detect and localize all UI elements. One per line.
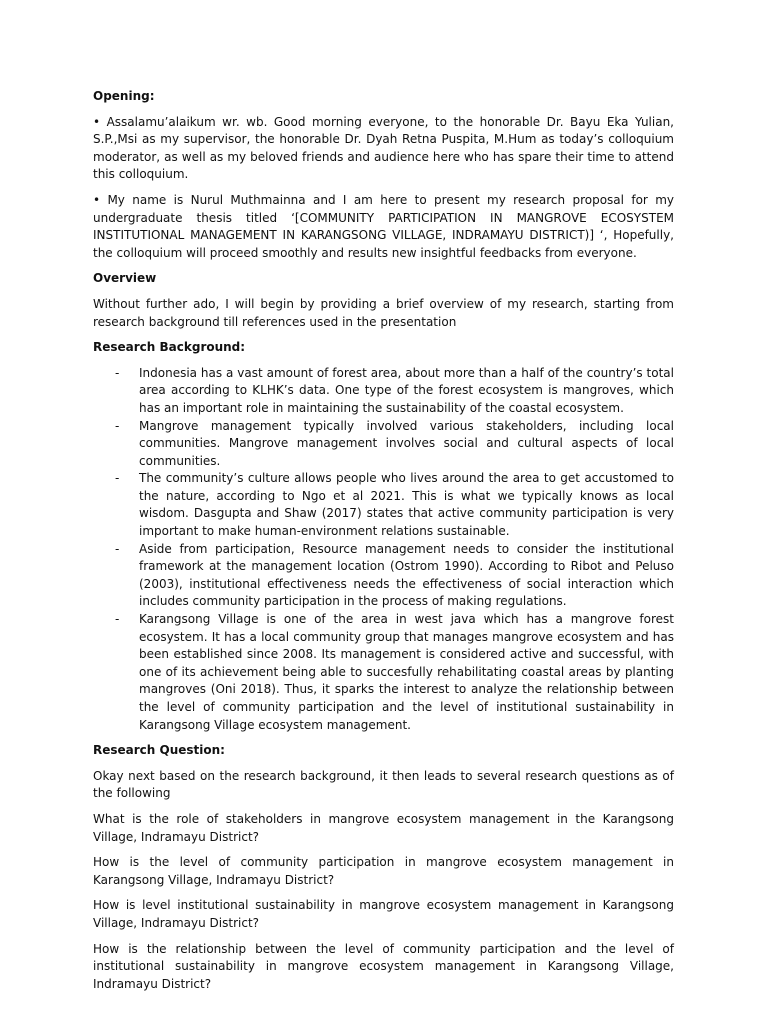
list-item-text: Mangrove management typically involved various stakeholders, including local communities. Mangrove management involves social and cultural aspects of local communities.	[139, 418, 674, 468]
list-item	[93, 365, 674, 418]
list-item-text: Indonesia has a vast amount of forest area, about more than a half of the country’s total area according to KLHK’s data. One type of the forest ecosystem is mangroves, which has an important role in maintaining the sustainability of the coastal ecosystem.	[139, 365, 674, 415]
dash-bullet: -	[115, 418, 120, 433]
list-item	[93, 418, 674, 471]
document-page	[93, 88, 674, 1001]
dash-bullet: -	[115, 541, 120, 556]
opening-introduction-paragraph: • My name is Nurul Muthmainna and I am here to present my research proposal for my undergraduate thesis titled ‘[COMMUNITY PARTICIPATION IN MANGROVE ECOSYSTEM INSTITUTIONAL MANAGEMENT IN KARANGSONG VILLAGE, INDRAMAYU DISTRICT)] ‘, Hopefully, the colloquium will proceed smoothly and results new insightful feedbacks from everyone.	[93, 192, 674, 260]
list-item	[93, 541, 674, 611]
research-background-list	[93, 365, 674, 734]
list-item-text: The community’s culture allows people who lives around the area to get accustomed to the nature, according to Ngo et al 2021. This is what we typically knows as local wisdom. Dasgupta and Shaw (2017) states that active community participation is very important to make human-environment relations sustainable.	[139, 471, 674, 539]
dash-bullet: -	[115, 365, 120, 380]
research-question-2: How is the level of community participation in mangrove ecosystem management in Karangsong Village, Indramayu District?	[93, 855, 674, 887]
list-item	[93, 470, 674, 540]
overview-paragraph: Without further ado, I will begin by providing a brief overview of my research, starting from research background till references used in the presentation	[93, 296, 674, 329]
list-item-text: Aside from participation, Resource management needs to consider the institutional framework at the management location (Ostrom 1990). According to Ribot and Peluso (2003), institutional effectiveness needs the effectiveness of social interaction which includes community participation in the process of making regulations.	[139, 541, 674, 609]
dash-bullet: -	[115, 612, 120, 627]
list-item-text: Karangsong Village is one of the area in west java which has a mangrove forest ecosystem. It has a local community group that manages mangrove ecosystem and has been established since 2008. Its management is considered active and successful, with one of its achievement being able to succesfully rehabilitating coastal areas by planting mangroves (Oni 2018). Thus, it sparks the interest to analyze the relationship between the level of community participation and the level of institutional sustainability in Karangsong Village ecosystem management.	[139, 612, 674, 732]
opening-heading: Opening:	[93, 89, 155, 103]
research-question-heading: Research Question:	[93, 743, 225, 758]
list-item	[93, 611, 674, 734]
opening-greeting-paragraph: • Assalamu’alaikum wr. wb. Good morning everyone, to the honorable Dr. Bayu Eka Yulian, S.P.,Msi as my supervisor, the honorable Dr. Dyah Retna Puspita, M.Hum as today’s colloquium moderator, as well as my beloved friends and audience here who has spare their time to attend this colloquium.	[93, 114, 674, 182]
research-question-4: How is the relationship between the level of community participation and the level of institutional sustainability in mangrove ecosystem management in Karangsong Village, Indramayu District?	[93, 941, 674, 991]
research-question-intro: Okay next based on the research background, it then leads to several research questions as of the following	[93, 768, 674, 801]
research-question-1: What is the role of stakeholders in mangrove ecosystem management in the Karangsong Village, Indramayu District?	[93, 811, 674, 844]
research-background-heading: Research Background:	[93, 340, 246, 355]
research-question-3: How is level institutional sustainability in mangrove ecosystem management in Karangsong Village, Indramayu District?	[93, 898, 674, 930]
dash-bullet: -	[115, 471, 120, 486]
overview-heading: Overview	[93, 271, 157, 286]
